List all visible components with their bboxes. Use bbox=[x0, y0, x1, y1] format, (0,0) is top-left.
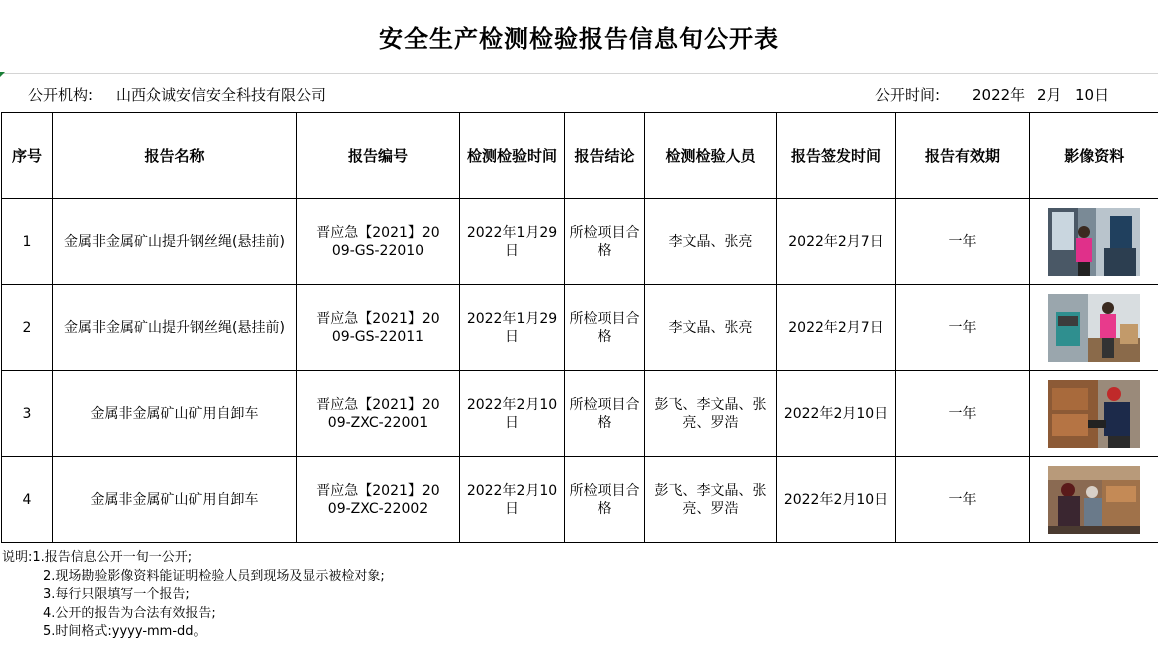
table-row bbox=[2, 285, 1158, 371]
cell-no: 1 bbox=[2, 199, 53, 285]
header-staff: 检测检验人员 bbox=[645, 113, 777, 199]
inspection-photo-1 bbox=[1048, 208, 1140, 276]
publish-year: 2022年 bbox=[972, 86, 1026, 104]
note-4: 4.公开的报告为合法有效报告; bbox=[43, 605, 216, 621]
cell-no: 4 bbox=[2, 457, 53, 543]
inspection-photo-3 bbox=[1048, 380, 1140, 448]
org-name: 山西众诚安信安全科技有限公司 bbox=[116, 86, 327, 104]
cell-no: 2 bbox=[2, 285, 53, 371]
cell-name: 金属非金属矿山矿用自卸车 bbox=[53, 371, 297, 457]
cell-issue-time: 2022年2月7日 bbox=[777, 285, 896, 371]
cell-photo bbox=[1030, 199, 1158, 285]
cell-code: 晋应急【2021】20 09-GS-22010 bbox=[297, 199, 460, 285]
table-row bbox=[2, 371, 1158, 457]
cell-conclusion: 所检项目合 格 bbox=[565, 199, 645, 285]
notes bbox=[2, 549, 385, 642]
cell-test-time: 2022年1月29日 bbox=[460, 285, 565, 371]
cell-code: 晋应急【2021】20 09-ZXC-22001 bbox=[297, 371, 460, 457]
note-3: 3.每行只限填写一个报告; bbox=[43, 587, 190, 602]
header-no: 序号 bbox=[2, 113, 53, 199]
cell-issue-time: 2022年2月7日 bbox=[777, 199, 896, 285]
cell-validity: 一年 bbox=[896, 371, 1030, 457]
table-header-row bbox=[2, 113, 1158, 199]
note-1: 说明:1.报告信息公开一旬一公开; bbox=[2, 550, 193, 565]
page-title: 安全生产检测检验报告信息旬公开表 bbox=[0, 0, 1158, 74]
header-name: 报告名称 bbox=[53, 113, 297, 199]
cell-photo bbox=[1030, 285, 1158, 371]
publish-day: 10日 bbox=[1075, 86, 1110, 104]
cell-name: 金属非金属矿山提升钢丝绳(悬挂前) bbox=[53, 199, 297, 285]
header-test-time: 检测检验时间 bbox=[460, 113, 565, 199]
header-code: 报告编号 bbox=[297, 113, 460, 199]
header-conclusion: 报告结论 bbox=[565, 113, 645, 199]
cell-photo bbox=[1030, 371, 1158, 457]
org-label: 公开机构: bbox=[28, 86, 94, 104]
cell-conclusion: 所检项目合 格 bbox=[565, 285, 645, 371]
report-table bbox=[1, 112, 1158, 543]
cell-conclusion: 所检项目合 格 bbox=[565, 371, 645, 457]
cell-code: 晋应急【2021】20 09-GS-22011 bbox=[297, 285, 460, 371]
header-validity: 报告有效期 bbox=[896, 113, 1030, 199]
cell-issue-time: 2022年2月10日 bbox=[777, 457, 896, 543]
table-row bbox=[2, 457, 1158, 543]
cell-staff: 彭飞、李文晶、张 亮、罗浩 bbox=[645, 371, 777, 457]
cell-photo bbox=[1030, 457, 1158, 543]
time-label: 公开时间: bbox=[875, 86, 941, 104]
inspection-photo-2 bbox=[1048, 294, 1140, 362]
meta-row bbox=[0, 73, 1158, 113]
cell-test-time: 2022年2月10日 bbox=[460, 457, 565, 543]
cell-test-time: 2022年1月29日 bbox=[460, 199, 565, 285]
cell-validity: 一年 bbox=[896, 285, 1030, 371]
cell-conclusion: 所检项目合 格 bbox=[565, 457, 645, 543]
publish-month: 2月 bbox=[1037, 86, 1062, 104]
inspection-photo-4 bbox=[1048, 466, 1140, 534]
table-row bbox=[2, 199, 1158, 285]
cell-test-time: 2022年2月10日 bbox=[460, 371, 565, 457]
cell-code: 晋应急【2021】20 09-ZXC-22002 bbox=[297, 457, 460, 543]
cell-name: 金属非金属矿山提升钢丝绳(悬挂前) bbox=[53, 285, 297, 371]
cell-staff: 彭飞、李文晶、张 亮、罗浩 bbox=[645, 457, 777, 543]
header-issue-time: 报告签发时间 bbox=[777, 113, 896, 199]
note-2: 2.现场勘验影像资料能证明检验人员到现场及显示被检对象; bbox=[43, 568, 385, 584]
cell-validity: 一年 bbox=[896, 457, 1030, 543]
note-5: 5.时间格式:yyyy-mm-dd。 bbox=[43, 624, 207, 639]
cell-name: 金属非金属矿山矿用自卸车 bbox=[53, 457, 297, 543]
cell-validity: 一年 bbox=[896, 199, 1030, 285]
cell-no: 3 bbox=[2, 371, 53, 457]
cell-staff: 李文晶、张亮 bbox=[645, 199, 777, 285]
header-photo: 影像资料 bbox=[1030, 113, 1158, 199]
cell-staff: 李文晶、张亮 bbox=[645, 285, 777, 371]
cell-issue-time: 2022年2月10日 bbox=[777, 371, 896, 457]
